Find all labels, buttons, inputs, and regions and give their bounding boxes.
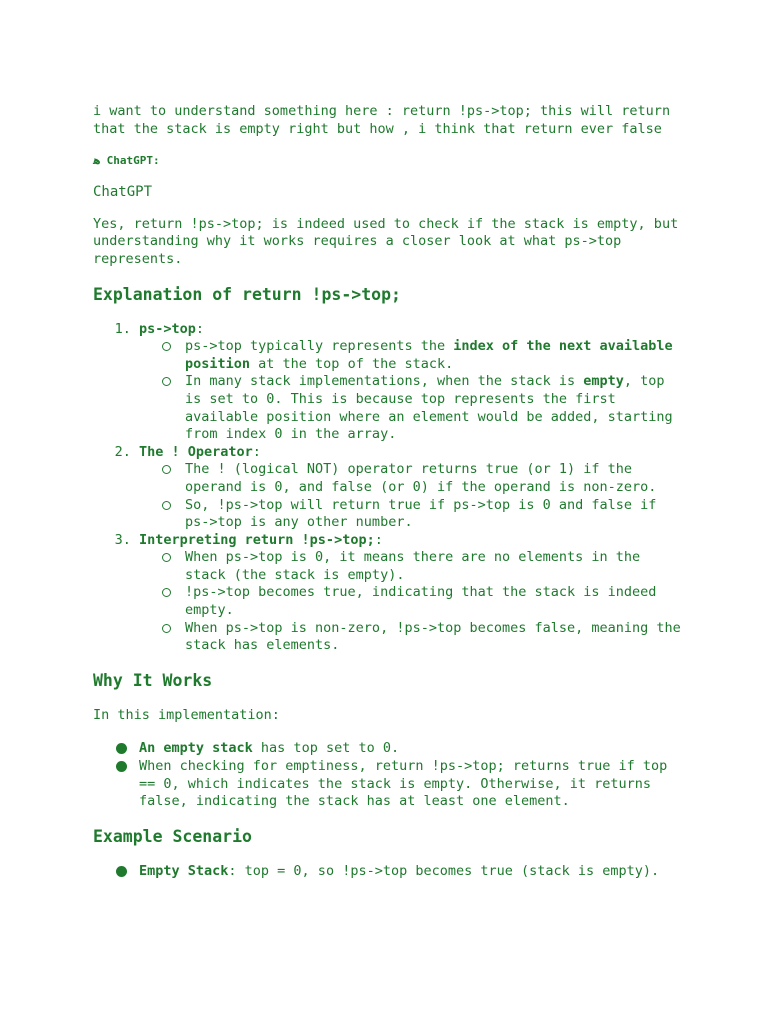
sub-list [139,338,683,444]
sub-list-item: The ! (logical NOT) operator returns true (or 1) if the operand is 0, and false (or 0) if the operand is non-zero. [162,461,683,496]
why-bullet-list [93,740,683,810]
circle-bullet-icon [162,501,171,510]
user-question: i want to understand something here : return !ps->top; this will return that the stack is empty right but how , i think that return ever false [93,103,671,137]
example-bullet-list [93,863,683,881]
bullet-dot-icon [116,866,127,877]
bullet-dot-icon [116,761,127,772]
list-item: 3. Interpreting return !ps->top;: When ps->top is 0, it means there are no elements in the stack (the stack is empty). !ps->top becomes true, indicating that the stack is indeed empty. When ps->top is non-zero, !ps->top becomes false, meaning the stack has elements. [139,532,683,655]
circle-bullet-icon [162,624,171,633]
bullet-item: When checking for emptiness, return !ps->top; returns true if top == 0, which indicates the stack is empty. Otherwise, it returns false, indicating the stack has at least one element. [116,758,683,811]
circle-bullet-icon [162,465,171,474]
item-title: ps->top [139,320,196,337]
bullet-dot-icon [116,743,127,754]
sub-list [139,461,683,531]
sub-list-item: So, !ps->top will return true if ps->top is 0 and false if ps->top is any other number. [162,497,683,532]
circle-bullet-icon [162,377,171,386]
sub-list-item: !ps->top becomes true, indicating that the stack is indeed empty. [162,584,683,619]
section-heading-why-it-works: Why It Works [93,670,213,690]
item-title: The ! Operator [139,443,253,460]
circle-bullet-icon [162,342,171,351]
bullet-item: Empty Stack: top = 0, so !ps->top becomes true (stack is empty). [116,863,683,881]
sub-list-item: When ps->top is 0, it means there are no elements in the stack (the stack is empty). [162,549,683,584]
sub-list-item: ps->top typically represents the index of the next available position at the top of the stack. [162,338,683,373]
speaker-label [93,154,683,168]
explanation-list [93,321,683,655]
sub-list-item: In many stack implementations, when the stack is empty, top is set to 0. This is because top represents the first available position where an element would be added, starting from index 0 in the array. [162,373,683,443]
bullet-item: An empty stack has top set to 0. [116,740,683,758]
circle-bullet-icon [162,553,171,562]
section-heading-explanation: Explanation of return !ps->top; [93,284,401,304]
section-lead: In this implementation: [93,706,280,723]
list-item: 1. ps->top: ps->top typically represents the index of the next available position at the top of the stack. In many stack implementations, when the stack is empty, top is set to 0. This is because top represents the first available position where an element would be added, starting from index 0 in the array. [139,321,683,444]
sub-list-item: When ps->top is non-zero, !ps->top becomes false, meaning the stack has elements. [162,620,683,655]
speaker-name: ChatGPT [93,184,153,201]
speaker-mark: ﻫ [93,154,101,168]
sub-list [139,549,683,655]
speaker-label-text: ChatGPT: [106,154,160,168]
item-title: Interpreting return !ps->top; [139,531,375,548]
intro-paragraph: Yes, return !ps->top; is indeed used to check if the stack is empty, but understanding why it works requires a closer look at what ps->top represents. [93,215,679,267]
circle-bullet-icon [162,588,171,597]
document-page [93,103,683,896]
section-heading-example: Example Scenario [93,826,252,846]
list-item: 2. The ! Operator: The ! (logical NOT) operator returns true (or 1) if the operand is 0, and false (or 0) if the operand is non-zero. So, !ps->top will return true if ps->top is 0 and false if ps->top is any other number. [139,444,683,532]
